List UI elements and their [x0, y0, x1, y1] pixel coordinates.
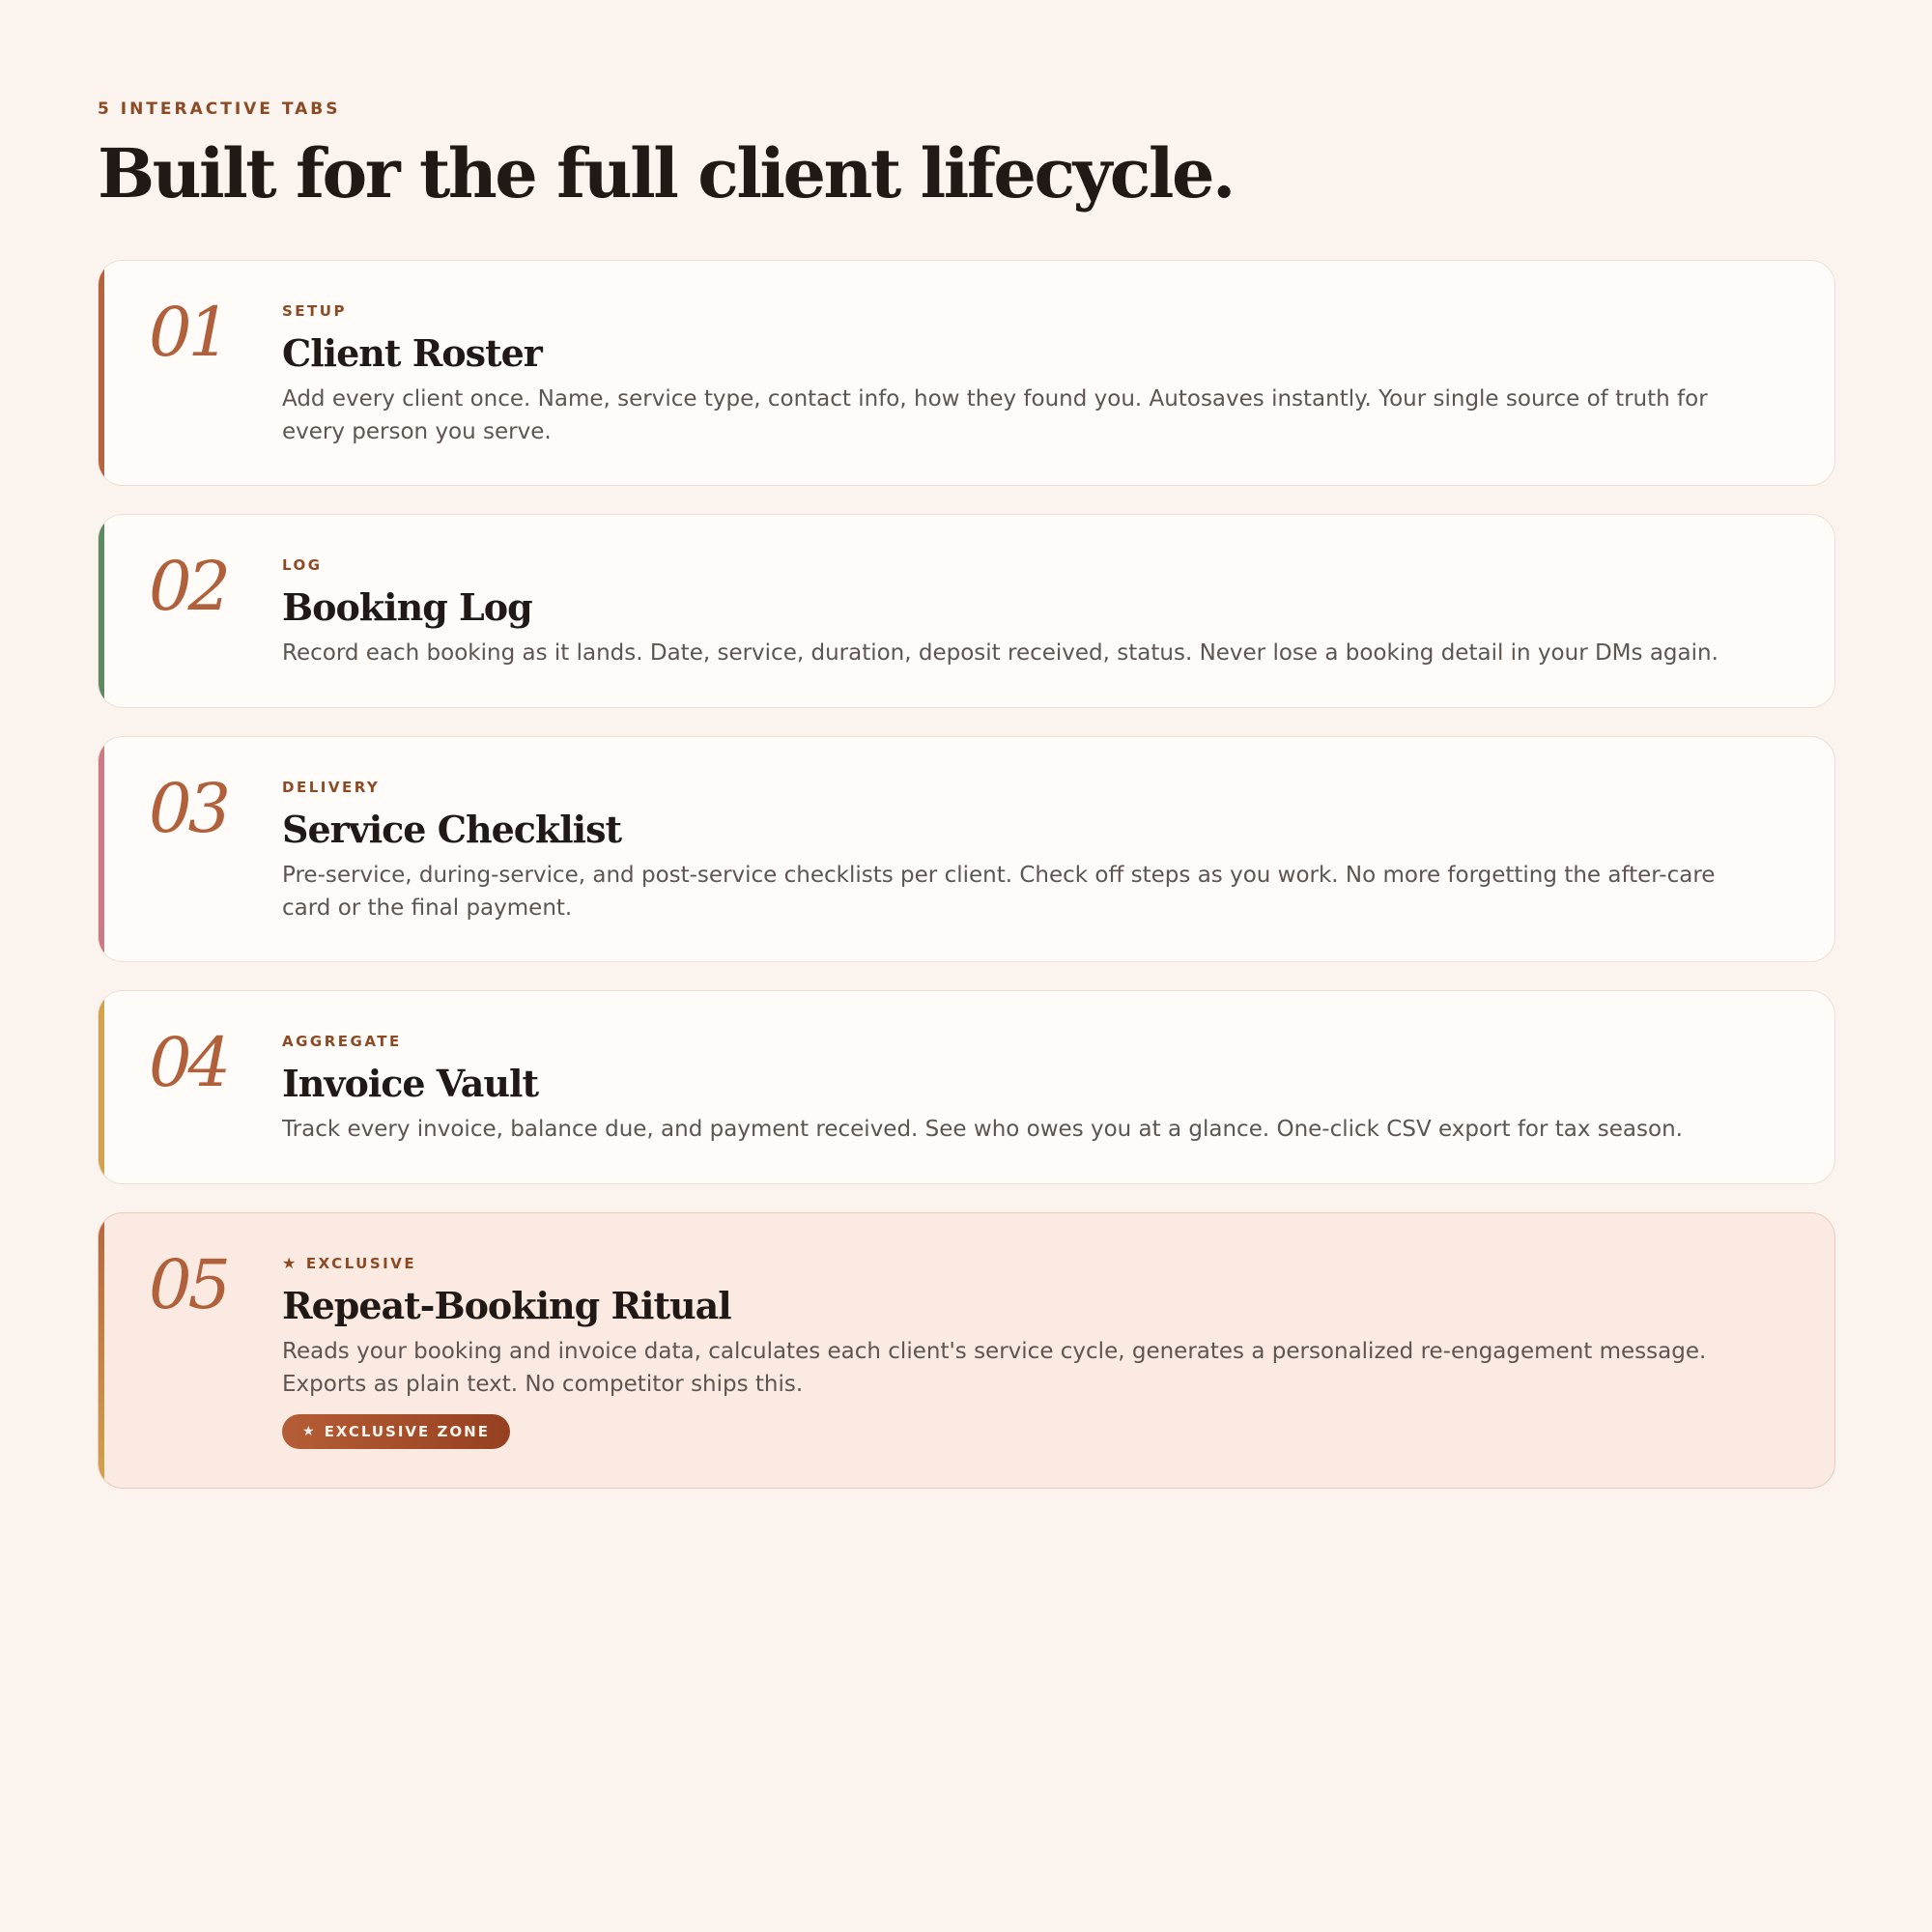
- tab-accent-bar: [99, 515, 104, 707]
- tab-title: Repeat-Booking Ritual: [282, 1284, 731, 1327]
- section-eyebrow: 5 INTERACTIVE TABS: [98, 99, 341, 119]
- page-title: Built for the full client lifecycle.: [98, 133, 1234, 213]
- tab-description: Track every invoice, balance due, and payment received. See who owes you at a glance. One-click CSV export for tax season.: [282, 1117, 1683, 1142]
- tab-kicker: AGGREGATE: [282, 1033, 402, 1050]
- tab-number: 02: [149, 547, 228, 626]
- tab-description: Reads your booking and invoice data, calculates each client's service cycle, generates a personalized re-engagement message. Exports as plain text. No competitor ships this.: [282, 1339, 1707, 1397]
- tab-number: 01: [149, 293, 228, 372]
- tab-description: Record each booking as it lands. Date, service, duration, deposit received, status. Never lose a booking detail in your DMs again.: [282, 640, 1719, 666]
- tab-invoice-vault[interactable]: [98, 990, 1835, 1184]
- tab-kicker: SETUP: [282, 302, 347, 320]
- tab-accent-bar: [99, 737, 104, 961]
- star-icon: ★: [302, 1424, 317, 1439]
- tab-accent-bar: [99, 1213, 104, 1488]
- star-icon: ★: [282, 1254, 298, 1272]
- tab-kicker-exclusive: [282, 1254, 1767, 1273]
- tab-title: Invoice Vault: [282, 1062, 539, 1105]
- tab-kicker: LOG: [282, 556, 323, 574]
- tab-title: Booking Log: [282, 585, 532, 629]
- tab-client-roster[interactable]: [98, 260, 1835, 486]
- tab-title: Service Checklist: [282, 808, 622, 851]
- tab-accent-bar: [99, 261, 104, 485]
- tab-title: Client Roster: [282, 331, 542, 375]
- tab-list: [98, 260, 1835, 1489]
- tab-accent-bar: [99, 991, 104, 1183]
- badge-label: EXCLUSIVE ZONE: [324, 1423, 490, 1440]
- tab-kicker-label: EXCLUSIVE: [305, 1255, 417, 1272]
- tab-number: 03: [149, 769, 228, 848]
- tab-repeat-booking-ritual[interactable]: [98, 1212, 1835, 1489]
- tab-description: Pre-service, during-service, and post-service checklists per client. Check off steps as you work. No more forgetting the after-care card or the final payment.: [282, 863, 1716, 921]
- tab-description: Add every client once. Name, service type, contact info, how they found you. Autosaves instantly. Your single source of truth for every person you serve.: [282, 386, 1708, 444]
- tab-service-checklist[interactable]: [98, 736, 1835, 962]
- tab-number: 04: [149, 1023, 228, 1102]
- tab-kicker: DELIVERY: [282, 779, 381, 796]
- tab-booking-log[interactable]: [98, 514, 1835, 708]
- tab-number: 05: [149, 1245, 228, 1324]
- exclusive-zone-badge: [282, 1414, 510, 1449]
